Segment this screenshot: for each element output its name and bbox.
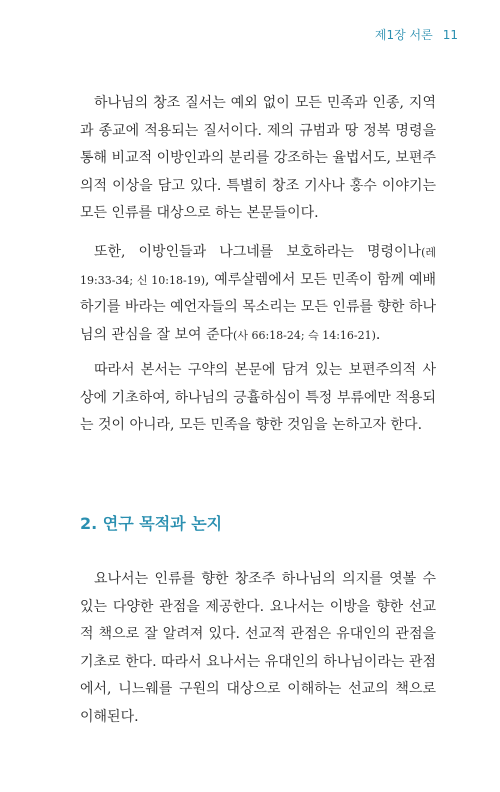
paragraph-text: 또한, 이방인들과 나그네를 보호하라는 명령이나 bbox=[94, 244, 422, 260]
scripture-reference: (사 66:18-24; 슥 14:16-21) bbox=[233, 328, 376, 342]
paragraph-text: . bbox=[375, 326, 381, 343]
page-number: 11 bbox=[442, 28, 458, 42]
paragraph-text: , 예루살렘에서 모든 민족이 함께 예배하기를 바라는 예언자들의 목소리는 모든 인류를 향한 하나님의 관심을 잘 보여 준다 bbox=[80, 271, 436, 343]
paragraph-creation-order: 하나님의 창조 질서는 예외 없이 모든 민족과 인종, 지역과 종교에 적용되는 질서이다. 제의 규범과 땅 정복 명령을 통해 비교적 이방인과의 분리를 강조하는 율법서도, 보편주의적 이상을 담고 있다. 특별히 창조 기사나 홍수 이야기는 모든 인류를 대상으로 하는 본문들이다. bbox=[80, 95, 436, 221]
chapter-title: 제1장 서론 bbox=[374, 28, 433, 42]
paragraph-protect-strangers bbox=[80, 239, 436, 349]
section-heading: 2. 연구 목적과 논지 bbox=[80, 514, 223, 533]
running-header bbox=[375, 26, 458, 43]
scripture-reference: (레 19:33-34; 신 10:18-19) bbox=[80, 246, 436, 287]
paragraph-jonah: 요나서는 인류를 향한 창조주 하나님의 의지를 엿볼 수 있는 다양한 관점을 제공한다. 요나서는 이방을 향한 선교적 책으로 잘 알려져 있다. 선교적 관점은 유대인의 관점을 기초로 한다. 따라서 요나서는 유대인의 하나님이라는 관점에서, 니느웨를 구원의 대상으로 이해하는 선교의 책으로 이해된다. bbox=[80, 571, 436, 725]
paragraph-thesis: 따라서 본서는 구약의 본문에 담겨 있는 보편주의적 사상에 기초하여, 하나님의 긍휼하심이 특정 부류에만 적용되는 것이 아니라, 모든 민족을 향한 것임을 논하고자 한다. bbox=[80, 362, 436, 433]
